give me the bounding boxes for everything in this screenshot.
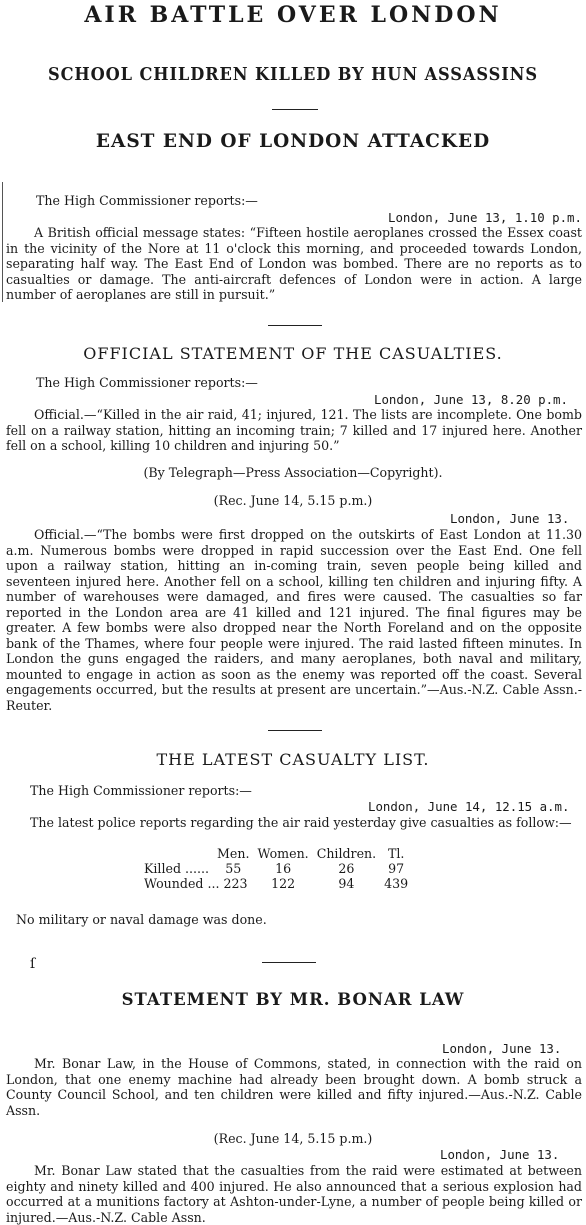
subheadline-east-end: EAST END OF LONDON ATTACKED (95, 131, 491, 152)
table-header-cell: Children. (316, 846, 377, 861)
table-row (140, 876, 412, 891)
column-border (2, 182, 3, 302)
report-lead: The High Commissioner reports:— (36, 375, 258, 390)
dateline: London, June 13, 8.20 p.m. (374, 392, 568, 407)
divider (272, 109, 318, 110)
report-lead: The High Commissioner reports:— (36, 193, 258, 208)
casualty-table (140, 846, 412, 891)
table-header-cell: Tl. (387, 846, 405, 861)
table-cell: 122 (271, 876, 296, 891)
table-header-cell: Men. (217, 846, 250, 861)
credit-line: (By Telegraph—Press Association—Copyright). (143, 465, 443, 480)
report-lead: The High Commissioner reports:— (30, 783, 252, 798)
section-heading-bonar-law: STATEMENT BY MR. BONAR LAW (121, 990, 465, 1009)
main-headline: AIR BATTLE OVER LONDON (84, 2, 502, 28)
dateline: London, June 13. (442, 1041, 562, 1056)
table-row (140, 861, 412, 876)
dateline: London, June 13. (450, 511, 570, 526)
ink-mark: ſ (30, 956, 36, 972)
table-cell: 16 (275, 861, 292, 876)
dateline: London, June 14, 12.15 a.m. (368, 799, 570, 814)
table-cell: 55 (225, 861, 242, 876)
table-header-row (140, 846, 412, 861)
article-paragraph: Official.—“The bombs were first dropped on the outskirts of East London at 11.30 a.m. Numerous bombs were dropped in rapid succession over the East End. One fell upon a railway station, hitting an in-coming train, seven people being killed and seventeen injured here. Another fell on a school, killing ten children and injuring fifty. A number of warehouses were damaged, and fires were caused. The casualties so far reported in the London area are 41 killed and 121 injured. The final figures may be greater. A few bombs were also dropped near the North Foreland and on the opposite bank of the Thames, where four people were injured. The raid lasted fifteen minutes. In London the guns engaged the raiders, and many aeroplanes, both naval and military, mounted to engage in action as soon as the enemy was reported off the coast. Several engagements occurred, but the results at present are uncertain.”—Aus.-N.Z. Cable Assn.-Reuter. (6, 527, 582, 713)
section-heading-casualties: OFFICIAL STATEMENT OF THE CASUALTIES. (83, 344, 503, 363)
table-cell: Wounded ... 223 (144, 876, 248, 891)
received-line: (Rec. June 14, 5.15 p.m.) (213, 1131, 373, 1146)
table-header-cell: Women. (257, 846, 309, 861)
divider (268, 730, 322, 731)
section-heading-latest: THE LATEST CASUALTY LIST. (156, 750, 430, 769)
table-cell: Killed ...... (144, 861, 210, 876)
subheadline: SCHOOL CHILDREN KILLED BY HUN ASSASSINS (47, 64, 538, 85)
footer-note: No military or naval damage was done. (16, 912, 267, 927)
table-cell: 26 (338, 861, 355, 876)
table-cell: 439 (384, 876, 409, 891)
table-header-cell (140, 846, 213, 861)
article-paragraph: Mr. Bonar Law, in the House of Commons, stated, in connection with the raid on London, that one enemy machine had already been brought down. A bomb struck a County Council School, and ten children were killed and fifty injured.—Aus.-N.Z. Cable Assn. (6, 1056, 582, 1118)
article-paragraph: Official.—“Killed in the air raid, 41; injured, 121. The lists are incomplete. One bomb fell on a railway station, hitting an incoming train; 7 killed and 17 injured here. Another fell on a school, killing 10 children and injuring 50.” (6, 407, 582, 453)
article-paragraph: The latest police reports regarding the air raid yesterday give casualties as follow:— (30, 815, 572, 830)
dateline: London, June 13. (440, 1147, 560, 1162)
divider (268, 325, 322, 326)
article-paragraph: Mr. Bonar Law stated that the casualties from the raid were estimated at between eighty and ninety killed and 400 injured. He also announced that a serious explosion had occurred at a munitions factory at Ashton-under-Lyne, a number of people being killed or injured.—Aus.-N.Z. Cable Assn. (6, 1163, 582, 1225)
dateline: London, June 13, 1.10 p.m. (388, 210, 582, 225)
table-cell: 97 (388, 861, 405, 876)
received-line: (Rec. June 14, 5.15 p.m.) (213, 493, 373, 508)
article-paragraph: A British official message states: “Fifteen hostile aeroplanes crossed the Essex coast in the vicinity of the Nore at 11 o'clock this morning, and proceeded towards London, separating half way. The East End of London was bombed. There are no reports as to casualties or damage. The anti-aircraft defences of London were in action. A large number of aeroplanes are still in pursuit.” (6, 225, 582, 302)
divider (262, 962, 316, 963)
table-cell: 94 (338, 876, 355, 891)
